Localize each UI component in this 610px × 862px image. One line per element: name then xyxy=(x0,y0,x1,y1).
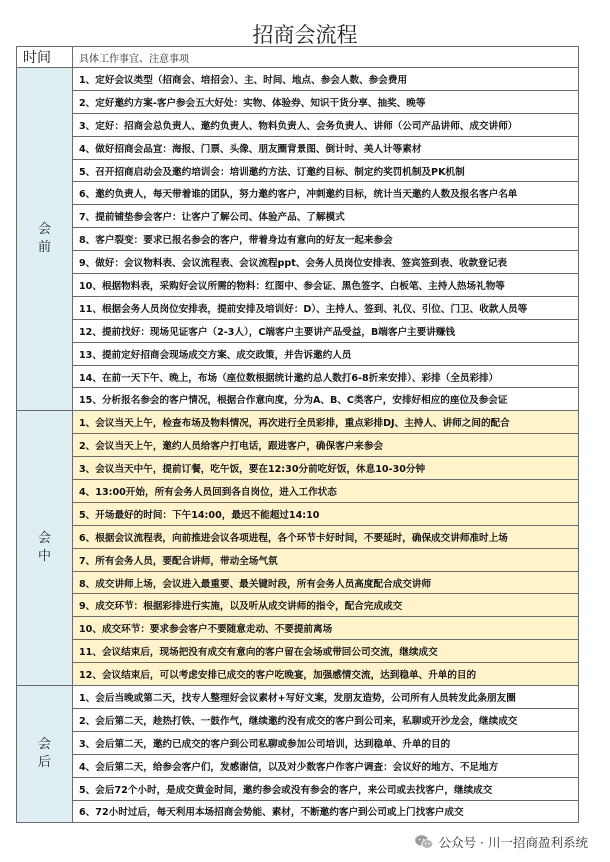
table-row xyxy=(17,617,579,640)
task-item: 5、会后72个小时，是成交黄金时间，邀约参会或没有参会的客户，来公司或去找客户，继续成交 xyxy=(73,777,579,800)
task-item: 6、邀约负责人，每天带着谁的团队，努力邀约客户，冲刺邀约目标，统计当天邀约人数及报名客户名单 xyxy=(73,182,579,205)
table-row xyxy=(17,457,579,480)
task-item: 10、成交环节：要求参会客户不要随意走动、不要提前离场 xyxy=(73,617,579,640)
footer-text: 公众号 · 川一招商盈利系统 xyxy=(438,835,588,850)
table-row xyxy=(17,90,579,113)
table-row xyxy=(17,342,579,365)
phase-label: 会中 xyxy=(37,531,51,565)
table-row xyxy=(17,686,579,709)
phase-cell-after-meeting xyxy=(17,686,73,823)
table-row xyxy=(17,411,579,434)
task-column-header: 具体工作事宜、注意事项 xyxy=(73,47,579,68)
task-item: 8、成交讲师上场，会议进入最重要、最关键时段，所有会务人员高度配合成交讲师 xyxy=(73,571,579,594)
table-row xyxy=(17,136,579,159)
task-item: 5、开场最好的时间：下午14:00，最迟不能超过14:10 xyxy=(73,502,579,525)
task-item: 1、会议当天上午，检查布场及物料情况，再次进行全员彩排，重点彩排DJ、主持人、讲师之间的配合 xyxy=(73,411,579,434)
table-row xyxy=(17,434,579,457)
footer-watermark xyxy=(414,832,588,852)
task-item: 8、客户裂变：要求已报名参会的客户，带着身边有意向的好友一起来参会 xyxy=(73,228,579,251)
table-row xyxy=(17,159,579,182)
phase-cell-during-meeting xyxy=(17,411,73,686)
time-column-header: 时间 xyxy=(17,47,73,68)
task-item: 7、所有会务人员，要配合讲师，带动全场气氛 xyxy=(73,548,579,571)
task-item: 15、分析报名参会的客户情况，根据合作意向度，分为A、B、C类客户，安排好相应的座位及参会证 xyxy=(73,388,579,411)
task-item: 1、定好会议类型（招商会、培招会）、主、时间、地点、参会人数、参会费用 xyxy=(73,68,579,91)
task-item: 10、根据物料表，采购好会议所需的物料：红图中、参会证、黑色签字、白板笔、主持人热场礼物等 xyxy=(73,274,579,297)
task-item: 1、会后当晚或第二天，找专人整理好会议素材+写好文案，发朋友造势，公司所有人员转发此条朋友圈 xyxy=(73,686,579,709)
table-row xyxy=(17,754,579,777)
table-row xyxy=(17,251,579,274)
task-item: 11、根据会务人员岗位安排表，提前安排及培训好：D）、主持人、签到、礼仪、引位、门卫、收款人员等 xyxy=(73,296,579,319)
task-item: 2、会后第二天，趁热打铁、一鼓作气，继续邀约没有成交的客户到公司来，私聊或开沙龙会，继续成交 xyxy=(73,708,579,731)
table-row xyxy=(17,68,579,91)
table-row xyxy=(17,274,579,297)
table-row xyxy=(17,640,579,663)
table-row xyxy=(17,571,579,594)
table-row xyxy=(17,525,579,548)
phase-cell-before-meeting xyxy=(17,68,73,411)
task-item: 3、会后第二天，邀约已成交的客户到公司私聊或参加公司培训，达到稳单、升单的目的 xyxy=(73,731,579,754)
table-row xyxy=(17,182,579,205)
wechat-icon xyxy=(414,834,434,850)
table-row xyxy=(17,548,579,571)
table-row xyxy=(17,480,579,503)
task-item: 7、提前铺垫参会客户：让客户了解公司、体验产品、了解模式 xyxy=(73,205,579,228)
table-row xyxy=(17,228,579,251)
process-table xyxy=(16,46,579,823)
table-row xyxy=(17,113,579,136)
table-row xyxy=(17,388,579,411)
phase-label: 会前 xyxy=(37,222,51,256)
table-row xyxy=(17,800,579,823)
task-item: 4、13:00开始，所有会务人员回到各自岗位，进入工作状态 xyxy=(73,480,579,503)
task-item: 9、成交环节：根据彩排进行实施，以及听从成交讲师的指令，配合完成成交 xyxy=(73,594,579,617)
task-item: 3、定好：招商会总负责人、邀约负责人、物料负责人、会务负责人、讲师（公司产品讲师、成交讲师） xyxy=(73,113,579,136)
table-row xyxy=(17,365,579,388)
table-row xyxy=(17,296,579,319)
task-item: 2、会议当天上午，邀约人员给客户打电话，跟进客户，确保客户来参会 xyxy=(73,434,579,457)
task-item: 13、提前定好招商会现场成交方案、成交政策，并告诉邀约人员 xyxy=(73,342,579,365)
task-item: 4、做好招商会品宣：海报、门票、头像、朋友圈背景图、倒计时、美人计等素材 xyxy=(73,136,579,159)
task-item: 3、会议当天中午，提前订餐，吃午饭，要在12:30分前吃好饭，休息10-30分钟 xyxy=(73,457,579,480)
task-item: 5、召开招商启动会及邀约培训会：培训邀约方法、订邀约目标、制定约奖罚机制及PK机制 xyxy=(73,159,579,182)
task-item: 12、会议结束后，可以考虑安排已成交的客户吃晚宴，加强感情交流，达到稳单、升单的目的 xyxy=(73,663,579,686)
page-title: 招商会流程 xyxy=(252,23,358,47)
task-item: 12、提前找好：现场见证客户（2-3人），C端客户主要讲产品受益，B端客户主要讲赚钱 xyxy=(73,319,579,342)
task-item: 4、会后第二天，给参会客户们，发感谢信，以及对少数客户作客户调查：会议好的地方、不足地方 xyxy=(73,754,579,777)
task-item: 6、根据会议流程表，向前推进会议各项进程，各个环节卡好时间，不要延时，确保成交讲师准时上场 xyxy=(73,525,579,548)
task-item: 6、72小时过后，每天利用本场招商会势能、素材，不断邀约客户到公司或上门找客户成交 xyxy=(73,800,579,823)
table-row xyxy=(17,205,579,228)
table-row xyxy=(17,731,579,754)
task-item: 14、在前一天下午、晚上，布场（座位数根据统计邀约总人数打6-8折来安排）、彩排（全员彩排） xyxy=(73,365,579,388)
table-row xyxy=(17,777,579,800)
task-item: 2、定好邀约方案-客户参会五大好处：实物、体验券、知识干货分享、抽奖、晚等 xyxy=(73,90,579,113)
task-item: 9、做好：会议物料表、会议流程表、会议流程ppt、会务人员岗位安排表、签宾签到表、收款登记表 xyxy=(73,251,579,274)
table-row xyxy=(17,319,579,342)
table-row xyxy=(17,502,579,525)
table-row xyxy=(17,663,579,686)
table-row xyxy=(17,708,579,731)
phase-label: 会后 xyxy=(37,737,51,771)
task-item: 11、会议结束后，现场把没有成交有意向的客户留在会场或带回公司交流，继续成交 xyxy=(73,640,579,663)
table-header-row xyxy=(17,47,579,68)
table-row xyxy=(17,594,579,617)
